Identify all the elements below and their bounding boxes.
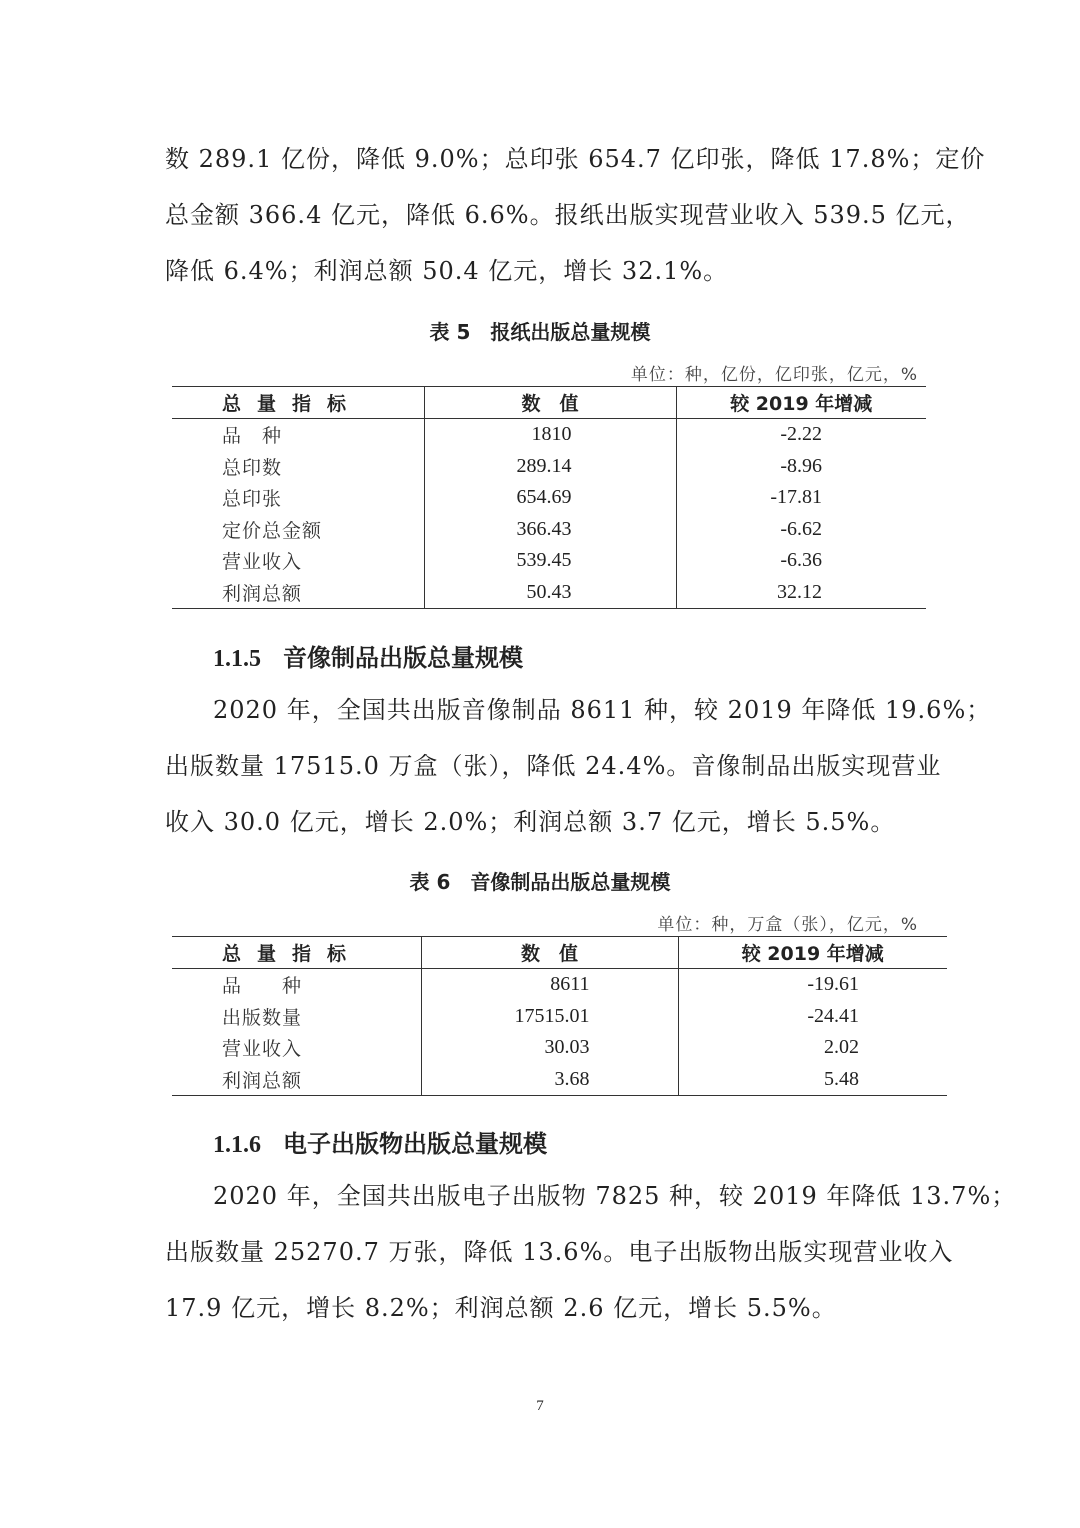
table6-caption: 表 6 音像制品出版总量规模: [409, 870, 671, 894]
table5-caption: 表 5 报纸出版总量规模: [429, 320, 651, 344]
table-row: [172, 514, 926, 546]
table-header-row: [172, 937, 947, 969]
section-heading-1-1-5: [213, 638, 523, 673]
table-row: [172, 419, 926, 451]
table5-unit: 单位：种，亿份，亿印张，亿元，%: [630, 365, 918, 385]
section-number: 1.1.5: [213, 646, 261, 672]
table-row: [172, 451, 926, 483]
text-line: 2020 年，全国共出版电子出版物 7825 种，较 2019 年降低 13.7%；: [213, 1182, 1017, 1210]
row-value: 17515.01: [421, 1001, 678, 1033]
row-label: 利润总额: [172, 1064, 421, 1096]
table-row: [172, 1032, 947, 1064]
table-row: [172, 577, 926, 609]
row-change: 32.12: [676, 577, 926, 609]
row-change: -8.96: [676, 451, 926, 483]
row-label: 营业收入: [222, 1038, 303, 1061]
section-1-1-6-paragraph: [165, 1168, 1017, 1336]
row-change: -2.22: [676, 419, 926, 451]
text-line: 总金额 366.4 亿元，降低 6.6%。报纸出版实现营业收入 539.5 亿元，: [165, 201, 971, 229]
table-row: [172, 1001, 947, 1033]
row-value: 1810: [424, 419, 676, 451]
row-change: -24.41: [678, 1001, 947, 1033]
row-label: 利润总额: [172, 577, 424, 609]
section-1-1-5-paragraph: [165, 682, 992, 850]
row-value: 3.68: [421, 1064, 678, 1096]
row-label: 品 种: [222, 425, 283, 448]
row-value: 50.43: [424, 577, 676, 609]
row-label: 定价总金额: [222, 519, 323, 542]
row-value: 30.03: [421, 1032, 678, 1064]
row-value: 654.69: [424, 482, 676, 514]
table-header-row: [172, 387, 926, 419]
column-header: 数 值: [421, 937, 678, 969]
section-title: 音像制品出版总量规模: [283, 644, 523, 672]
table5: [172, 386, 926, 609]
row-change: -6.36: [676, 545, 926, 577]
section-title: 电子出版物出版总量规模: [283, 1130, 547, 1158]
intro-paragraph: [165, 131, 986, 299]
table-row: [172, 1064, 947, 1096]
text-line: 出版数量 25270.7 万张，降低 13.6%。电子出版物出版实现营业收入: [165, 1238, 954, 1266]
row-label: 出版数量: [222, 1006, 303, 1029]
text-line: 降低 6.4%；利润总额 50.4 亿元，增长 32.1%。: [165, 257, 729, 285]
table6-unit: 单位：种，万盒（张），亿元，%: [657, 915, 918, 935]
row-change: -19.61: [678, 969, 947, 1001]
table6: [172, 936, 947, 1096]
row-label: 总印张: [222, 488, 283, 511]
text-line: 2020 年，全国共出版音像制品 8611 种，较 2019 年降低 19.6%；: [213, 696, 992, 724]
table-row: [172, 545, 926, 577]
row-value: 289.14: [424, 451, 676, 483]
column-header: 总量指标: [172, 937, 421, 969]
text-line: 数 289.1 亿份，降低 9.0%；总印张 654.7 亿印张，降低 17.8%；定价: [165, 145, 986, 173]
row-value: 8611: [421, 969, 678, 1001]
row-change: -6.62: [676, 514, 926, 546]
text-line: 出版数量 17515.0 万盒（张），降低 24.4%。音像制品出版实现营业: [165, 752, 942, 780]
row-label: 营业收入: [222, 551, 303, 574]
section-heading-1-1-6: [213, 1124, 547, 1159]
row-change: 5.48: [678, 1064, 947, 1096]
row-label: 总印数: [222, 456, 283, 479]
text-line: 17.9 亿元，增长 8.2%；利润总额 2.6 亿元，增长 5.5%。: [165, 1294, 837, 1322]
page-number: 7: [536, 1398, 544, 1414]
column-header: 数 值: [424, 387, 676, 419]
table-row: [172, 969, 947, 1001]
row-value: 366.43: [424, 514, 676, 546]
table-row: [172, 482, 926, 514]
column-header: 较 2019 年增减: [678, 937, 947, 969]
row-change: 2.02: [678, 1032, 947, 1064]
row-change: -17.81: [676, 482, 926, 514]
row-label: 品 种: [222, 975, 303, 998]
column-header: 总量指标: [172, 387, 424, 419]
column-header: 较 2019 年增减: [676, 387, 926, 419]
section-number: 1.1.6: [213, 1132, 261, 1158]
row-value: 539.45: [424, 545, 676, 577]
text-line: 收入 30.0 亿元，增长 2.0%；利润总额 3.7 亿元，增长 5.5%。: [165, 808, 896, 836]
